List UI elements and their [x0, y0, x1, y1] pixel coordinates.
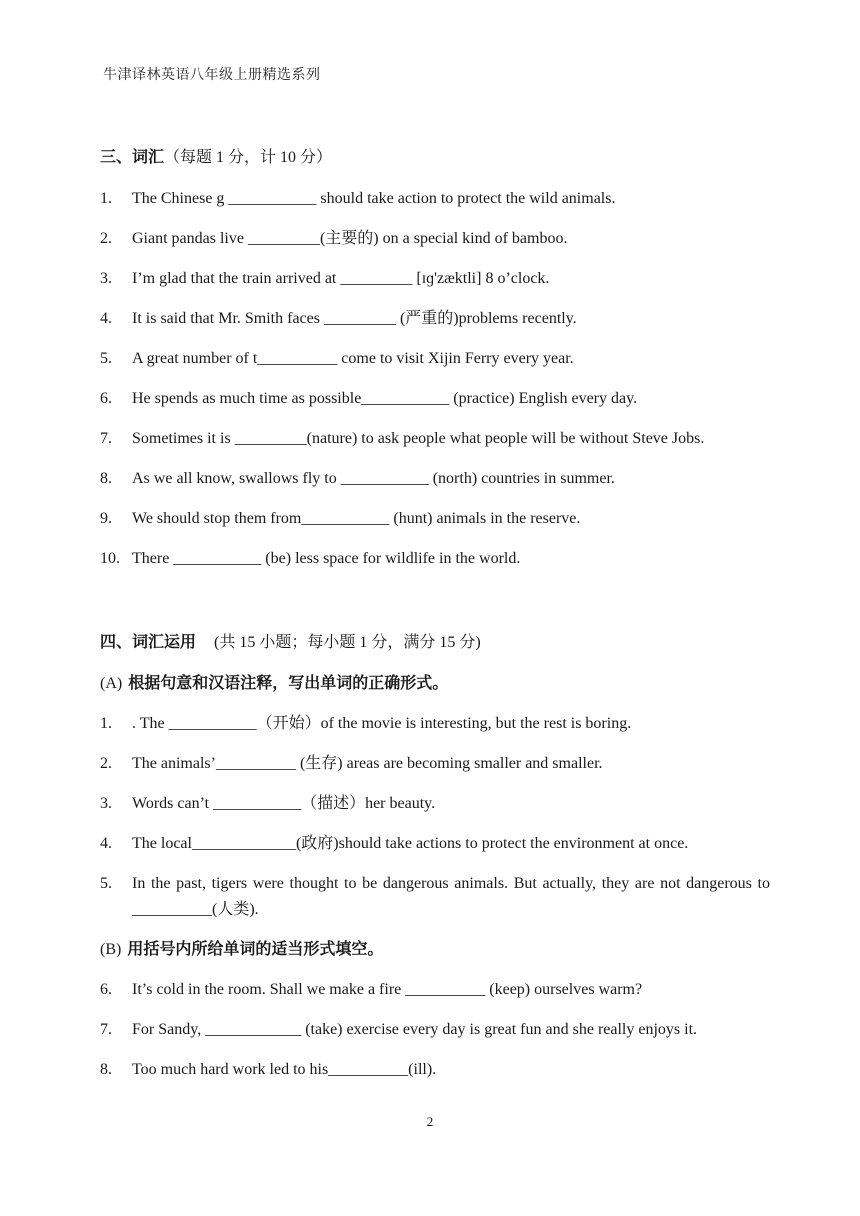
- question-number: 6.: [100, 390, 112, 407]
- question-number: 7.: [100, 430, 112, 447]
- question-number: 1.: [100, 715, 112, 732]
- part-b-tag: (B): [100, 941, 122, 958]
- question-text: It’s cold in the room. Shall we make a fire __________ (keep) ourselves warm?: [132, 981, 643, 998]
- question-item: [100, 306, 770, 332]
- question-text: There ___________ (be) less space for wildlife in the world.: [132, 550, 521, 567]
- question-text: In the past, tigers were thought to be dangerous animals. But actually, they are not dangerous to __________(人类).: [132, 875, 770, 918]
- question-item: [100, 466, 770, 492]
- part-a-instruction: 根据句意和汉语注释，写出单词的正确形式。: [128, 675, 449, 692]
- part-b-instruction: 用括号内所给单词的适当形式填空。: [127, 941, 384, 958]
- question-text: It is said that Mr. Smith faces _________ (严重的)problems recently.: [132, 310, 577, 327]
- question-text: . The ___________（开始）of the movie is interesting, but the rest is boring.: [132, 715, 632, 732]
- question-number: 4.: [100, 835, 112, 852]
- question-text: We should stop them from___________ (hunt) animals in the reserve.: [132, 510, 581, 527]
- question-number: 6.: [100, 981, 112, 998]
- question-text: Words can’t ___________（描述）her beauty.: [132, 795, 436, 812]
- question-text: Too much hard work led to his__________(ill).: [132, 1061, 437, 1078]
- question-number: 3.: [100, 795, 112, 812]
- question-item: [100, 426, 770, 452]
- question-item: [100, 546, 770, 572]
- section-score-note: （每题 1 分，计 10 分）: [164, 149, 333, 166]
- question-text: Giant pandas live _________(主要的) on a special kind of bamboo.: [132, 230, 568, 247]
- question-text: Sometimes it is _________(nature) to ask people what people will be without Steve Jobs.: [132, 430, 705, 447]
- question-item: [100, 1017, 770, 1043]
- question-text: As we all know, swallows fly to ___________ (north) countries in summer.: [132, 470, 615, 487]
- question-item: [100, 386, 770, 412]
- question-text: The animals’__________ (生存) areas are becoming smaller and smaller.: [132, 755, 603, 772]
- question-text: The local_____________(政府)should take actions to protect the environment at once.: [132, 835, 689, 852]
- question-item: [100, 186, 770, 212]
- question-text: He spends as much time as possible___________ (practice) English every day.: [132, 390, 638, 407]
- question-number: 9.: [100, 510, 112, 527]
- section-vocabulary: [100, 146, 770, 586]
- question-item: [100, 871, 770, 923]
- page-header: 牛津译林英语八年级上册精选系列: [103, 68, 321, 83]
- question-item: [100, 711, 770, 737]
- question-number: 1.: [100, 190, 112, 207]
- question-number: 5.: [100, 875, 112, 892]
- question-item: [100, 977, 770, 1003]
- question-item: [100, 751, 770, 777]
- section-score-note: (共 15 小题；每小题 1 分，满分 15 分): [214, 634, 481, 651]
- question-number: 2.: [100, 230, 112, 247]
- section-vocabulary-usage: [100, 631, 770, 1097]
- question-text: The Chinese g ___________ should take action to protect the wild animals.: [132, 190, 616, 207]
- question-number: 3.: [100, 270, 112, 287]
- section-heading: 四、词汇运用: [100, 634, 197, 651]
- question-text: For Sandy, ____________ (take) exercise every day is great fun and she really enjoys it.: [132, 1021, 698, 1038]
- section-title: [100, 146, 770, 186]
- question-number: 2.: [100, 755, 112, 772]
- question-item: [100, 791, 770, 817]
- question-item: [100, 226, 770, 252]
- part-a-title: [100, 671, 770, 697]
- part-a-tag: (A): [100, 675, 123, 692]
- question-text: I’m glad that the train arrived at _________ [ɪɡ'zæktli] 8 o’clock.: [132, 270, 550, 287]
- question-item: [100, 346, 770, 372]
- question-number: 10.: [100, 550, 120, 567]
- question-item: [100, 506, 770, 532]
- question-item: [100, 1057, 770, 1083]
- question-number: 4.: [100, 310, 112, 327]
- part-b-title: [100, 937, 770, 963]
- page-number: 2: [426, 1114, 434, 1129]
- question-number: 8.: [100, 470, 112, 487]
- question-number: 7.: [100, 1021, 112, 1038]
- section-title: [100, 631, 770, 671]
- question-text: A great number of t__________ come to visit Xijin Ferry every year.: [132, 350, 574, 367]
- question-item: [100, 831, 770, 857]
- question-number: 8.: [100, 1061, 112, 1078]
- question-number: 5.: [100, 350, 112, 367]
- question-item: [100, 266, 770, 292]
- section-heading: 三、词汇: [100, 149, 165, 166]
